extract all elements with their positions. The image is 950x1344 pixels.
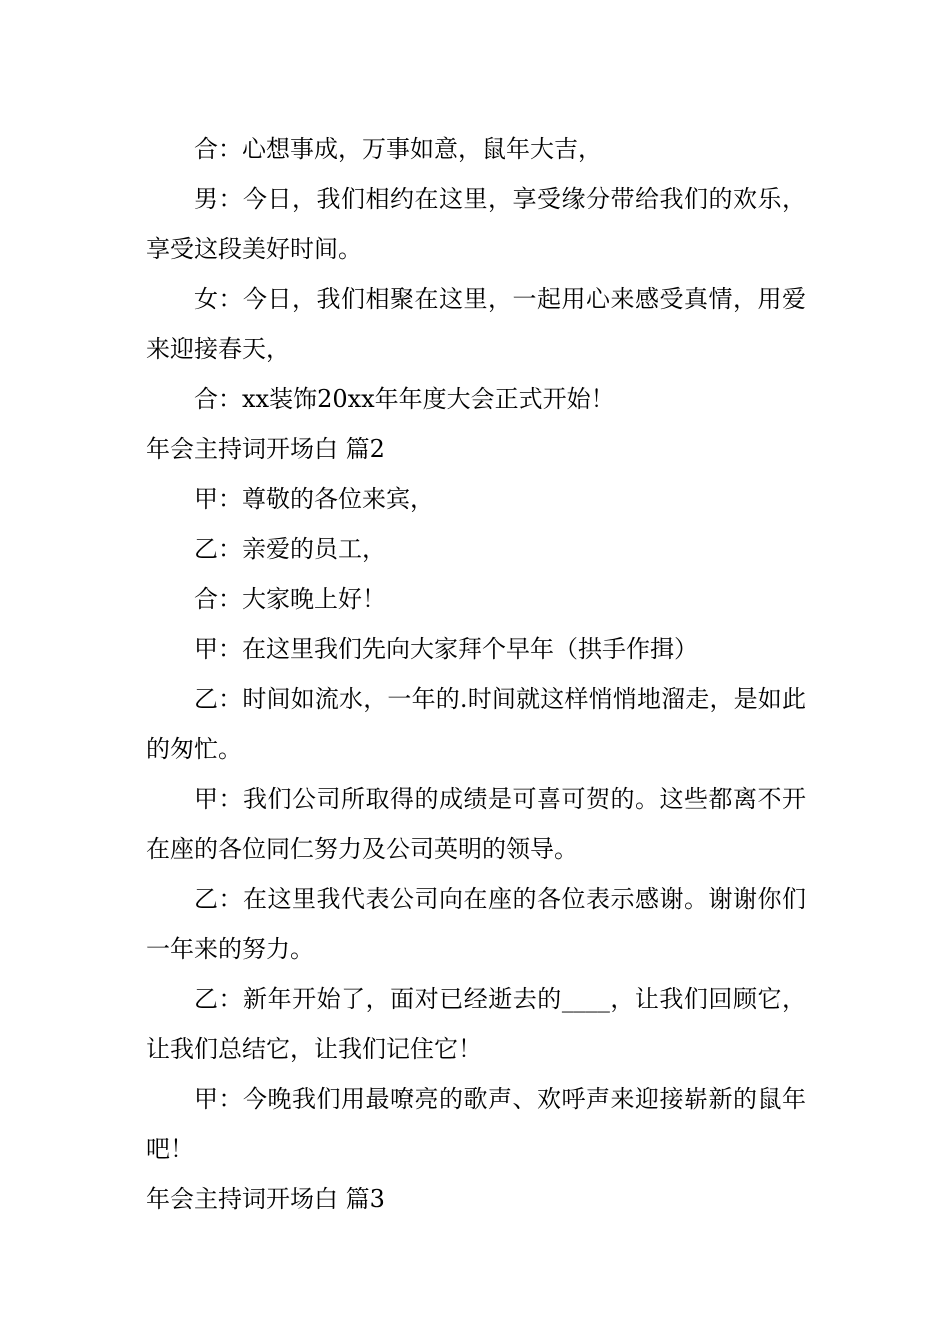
paragraph: 乙：亲爱的员工，: [194, 535, 386, 563]
paragraph: 乙：时间如流水，一年的.时间就这样悄悄地溜走，是如此的匆忙。: [146, 685, 806, 763]
paragraph: 合：xx装饰20xx年年度大会正式开始！: [194, 385, 615, 413]
document-body: [146, 124, 806, 1224]
paragraph: 乙：在这里我代表公司向在座的各位表示感谢。谢谢你们一年来的努力。: [146, 885, 806, 963]
paragraph: 甲：我们公司所取得的成绩是可喜可贺的。这些都离不开在座的各位同仁努力及公司英明的领导。: [146, 785, 806, 863]
paragraph: 甲：今晚我们用最嘹亮的歌声、欢呼声来迎接崭新的鼠年吧！: [146, 1085, 806, 1163]
paragraph: 乙：新年开始了，面对已经逝去的____，让我们回顾它，让我们总结它，让我们记住它！: [146, 985, 806, 1063]
paragraph: 女：今日，我们相聚在这里，一起用心来感受真情，用爱来迎接春天，: [146, 285, 806, 363]
section-heading: 年会主持词开场白 篇3: [146, 1185, 385, 1213]
paragraph: 男：今日，我们相约在这里，享受缘分带给我们的欢乐，享受这段美好时间。: [146, 185, 806, 263]
section-heading: 年会主持词开场白 篇2: [146, 435, 385, 463]
paragraph: 合：大家晚上好！: [194, 585, 386, 613]
paragraph: 合：心想事成，万事如意，鼠年大吉，: [194, 135, 602, 163]
paragraph: 甲：尊敬的各位来宾，: [194, 485, 434, 513]
paragraph: 甲：在这里我们先向大家拜个早年（拱手作揖）: [194, 635, 698, 663]
